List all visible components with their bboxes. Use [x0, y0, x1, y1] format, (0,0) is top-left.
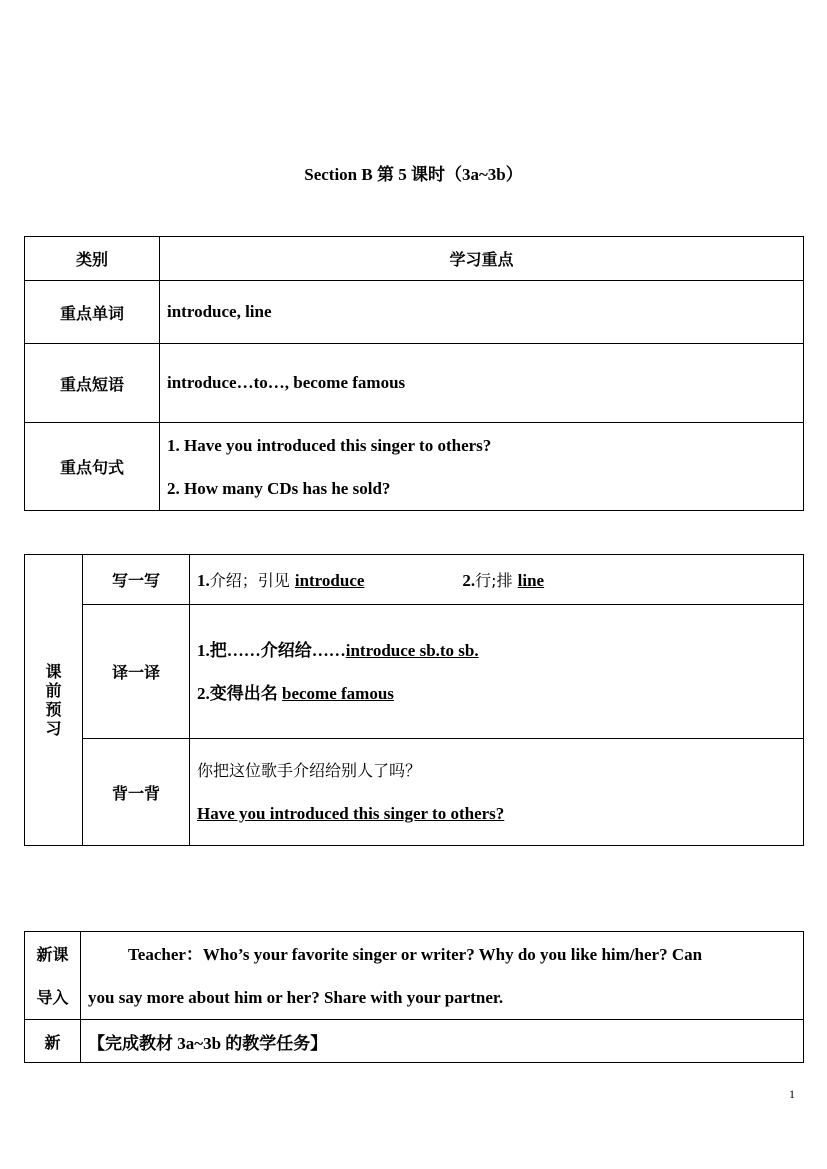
side-char: 习: [45, 719, 62, 738]
write-item1-num: 1.: [197, 571, 210, 590]
translate-content: [190, 605, 804, 739]
intro-label-2: 导入: [36, 987, 69, 1007]
side-char: 预: [45, 700, 62, 719]
recite-zh: 你把这位歌手介绍给别人了吗？: [197, 761, 422, 780]
write-item1-en: introduce: [294, 571, 365, 590]
header-category: 类别: [25, 237, 160, 281]
sentence-1: 1. Have you introduced this singer to others?: [167, 435, 492, 455]
recite-label: 背一背: [83, 739, 190, 846]
write-label: 写一写: [83, 555, 190, 605]
preview-table: [24, 554, 804, 846]
row-content-words: [160, 281, 804, 344]
header-focus: 学习重点: [160, 237, 804, 281]
side-char: 课: [45, 662, 62, 681]
phrases-line: introduce…to…, become famous: [167, 373, 406, 392]
new-content: [81, 1020, 804, 1063]
intro-line-1: Teacher：Who’s your favorite singer or writer? Why do you like him/her? Can: [128, 944, 703, 964]
recite-content: [190, 739, 804, 846]
translate-line2-prefix: 2.变得出名: [197, 683, 282, 703]
translate-line1-en: introduce sb.to sb.: [345, 640, 479, 660]
preview-side-label: [25, 555, 83, 846]
sentence-2: 2. How many CDs has he sold?: [167, 478, 391, 498]
new-text: 【完成教材 3a~3b 的教学任务】: [88, 1033, 328, 1053]
translate-label: 译一译: [83, 605, 190, 739]
write-item2-zh: 行;排: [475, 571, 518, 590]
lesson-table: [24, 931, 804, 1063]
page-title: Section B 第 5 课时（3a~3b）: [304, 165, 523, 184]
intro-label-1: 新课: [36, 944, 69, 964]
intro-label: [25, 932, 81, 1020]
row-content-sentences: [160, 423, 804, 511]
intro-content: [81, 932, 804, 1020]
write-item2-en: line: [517, 571, 545, 590]
intro-line-2: you say more about him or her? Share with your partner.: [88, 987, 504, 1007]
focus-table: [24, 236, 804, 511]
row-label-phrases: 重点短语: [25, 344, 160, 423]
translate-line1-prefix: 1.把……介绍给……: [197, 640, 346, 660]
write-item2-num: 2.: [462, 571, 476, 590]
row-content-phrases: [160, 344, 804, 423]
side-char: 前: [45, 681, 62, 700]
row-label-words: 重点单词: [25, 281, 160, 344]
write-content: [190, 555, 804, 605]
page-number: 1: [789, 1087, 795, 1101]
write-item1-zh: 介绍；引见: [209, 571, 295, 590]
recite-en: Have you introduced this singer to others?: [197, 804, 505, 823]
new-label: 新: [25, 1020, 81, 1063]
row-label-sentences: 重点句式: [25, 423, 160, 511]
translate-line2-en: become famous: [282, 683, 394, 703]
words-line: introduce, line: [167, 302, 272, 321]
